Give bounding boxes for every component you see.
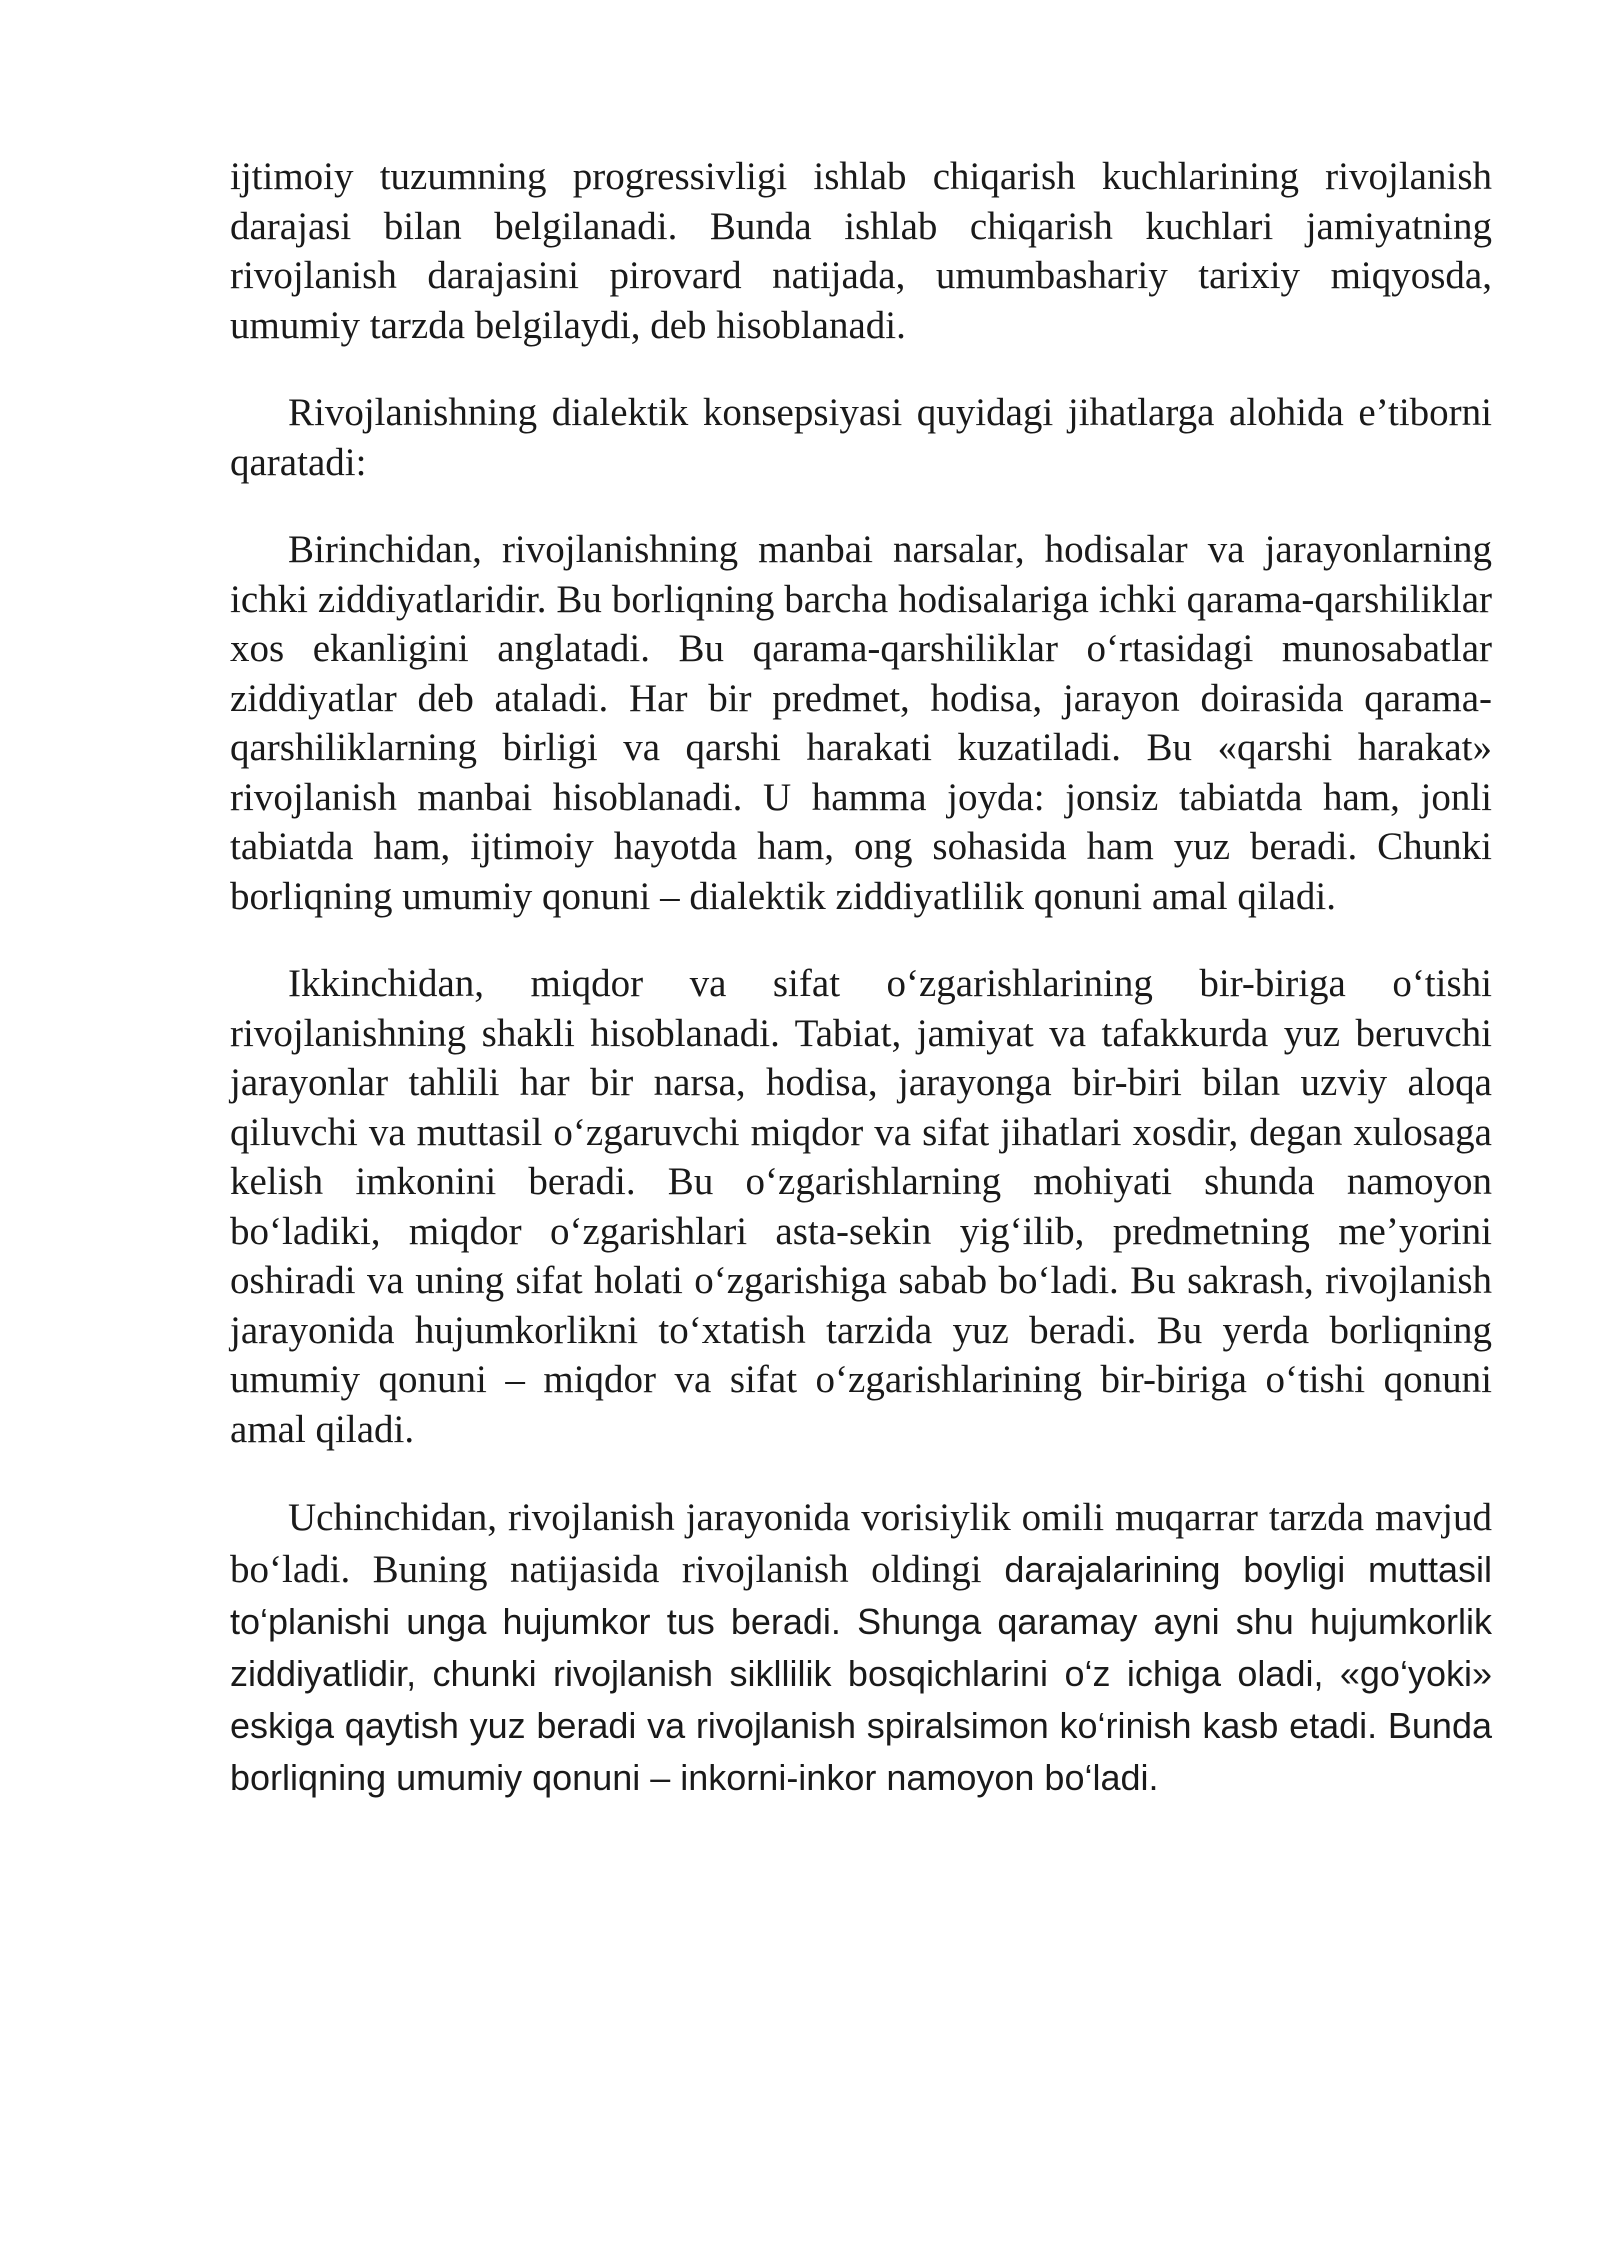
paragraph-third-point-sans-text: darajalarining boyligi muttasil to‘planishi unga hujumkor tus beradi. Shunga qaramay ayni shu hujumkorlik ziddiyatlidir, chunki rivojlanish sikllilik bosqichlarini o‘z ichiga oladi, «go‘yoki» eskiga qaytish yuz beradi va rivojlanish spiralsimon ko‘rinish kasb etadi. Bunda borliqning umumiy qonuni – inkorni-inkor namoyon bo‘ladi. <box>230 1549 1492 1798</box>
paragraph-third-point-serif-text: Uchinchidan, rivojlanish jarayonida vorisiylik omili muqarrar tarzda mavjud bo‘ladi. Buning natijasida rivojlanish oldingi <box>230 1496 1492 1591</box>
document-page <box>230 152 1492 1842</box>
paragraph-first-point: Birinchidan, rivojlanishning manbai narsalar, hodisalar va jarayonlarning ichki ziddiyatlaridir. Bu borliqning barcha hodisalariga ichki qarama-qarshiliklar xos ekanligini anglatadi. Bu qarama-qarshiliklar o‘rtasidagi munosabatlar ziddiyatlar deb ataladi. Har bir predmet, hodisa, jarayon doirasida qarama-qarshiliklarning birligi va qarshi harakati kuzatiladi. Bu «qarshi harakat» rivojlanish manbai hisoblanadi. U hamma joyda: jonsiz tabiatda ham, jonli tabiatda ham, ijtimoiy hayotda ham, ong sohasida ham yuz beradi. Chunki borliqning umumiy qonuni – dialektik ziddiyatlilik qonuni amal qiladi. <box>230 528 1492 918</box>
paragraph-third-point <box>230 1492 1492 1804</box>
paragraph-second-point: Ikkinchidan, miqdor va sifat o‘zgarishlarining bir-biriga o‘tishi rivojlanishning shakli hisoblanadi. Tabiat, jamiyat va tafakkurda yuz beruvchi jarayonlar tahlili har bir narsa, hodisa, jarayonga bir-biri bilan uzviy aloqa qiluvchi va muttasil o‘zgaruvchi miqdor va sifat jihatlari xosdir, degan xulosaga kelish imkonini beradi. Bu o‘zgarishlarning mohiyati shunda namoyon bo‘ladiki, miqdor o‘zgarishlari asta-sekin yig‘ilib, predmetning me’yorini oshiradi va uning sifat holati o‘zgarishiga sabab bo‘ladi. Bu sakrash, rivojlanish jarayonida hujumkorlikni to‘xtatish tarzida yuz beradi. Bu yerda borliqning umumiy qonuni – miqdor va sifat o‘zgarishlarining bir-biriga o‘tishi qonuni amal qiladi. <box>230 962 1492 1451</box>
paragraph-intro: Rivojlanishning dialektik konsepsiyasi quyidagi jihatlarga alohida e’tiborni qaratadi: <box>230 391 1492 484</box>
paragraph-continuation: ijtimoiy tuzumning progressivligi ishlab chiqarish kuchlarining rivojlanish darajasi bilan belgilanadi. Bunda ishlab chiqarish kuchlari jamiyatning rivojlanish darajasini pirovard natijada, umumbashariy tarixiy miqyosda, umumiy tarzda belgilaydi, deb hisoblanadi. <box>230 155 1492 347</box>
